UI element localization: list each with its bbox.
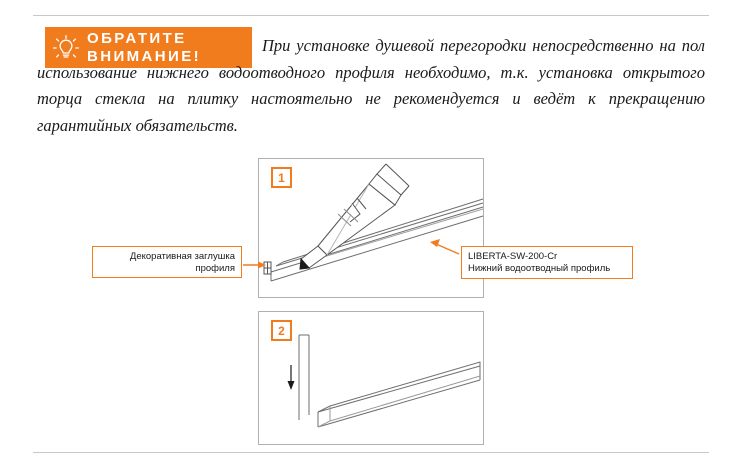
attention-line-2: ВНИМАНИЕ! — [87, 47, 201, 65]
callout-left-line-1: Декоративная заглушка — [129, 251, 235, 262]
body-paragraph — [37, 33, 705, 139]
callout-right-line-1: LIBERTA-SW-200-Cr — [468, 251, 558, 262]
attention-line-1: ОБРАТИТЕ — [87, 29, 187, 47]
callout-left-line-2: профиля — [195, 263, 235, 274]
paragraph-text: При установке душевой перегородки непосредственно на пол использование нижнего водоотводного профиля необходимо, т.к. установка открытого торца стекла на плитку настоятельно не рекомендуется и ведёт к прекращению гарантийных обязательств. — [37, 36, 705, 135]
step-badge-2: 2 — [271, 320, 292, 341]
top-divider — [33, 15, 709, 16]
paragraph-indent-spacer — [37, 50, 262, 51]
callout-right-line-2: Нижний водоотводный профиль — [468, 263, 611, 274]
bottom-divider — [33, 452, 709, 453]
callout-drain-profile — [461, 246, 633, 279]
callout-decorative-cap — [92, 246, 242, 278]
step-badge-1: 1 — [271, 167, 292, 188]
